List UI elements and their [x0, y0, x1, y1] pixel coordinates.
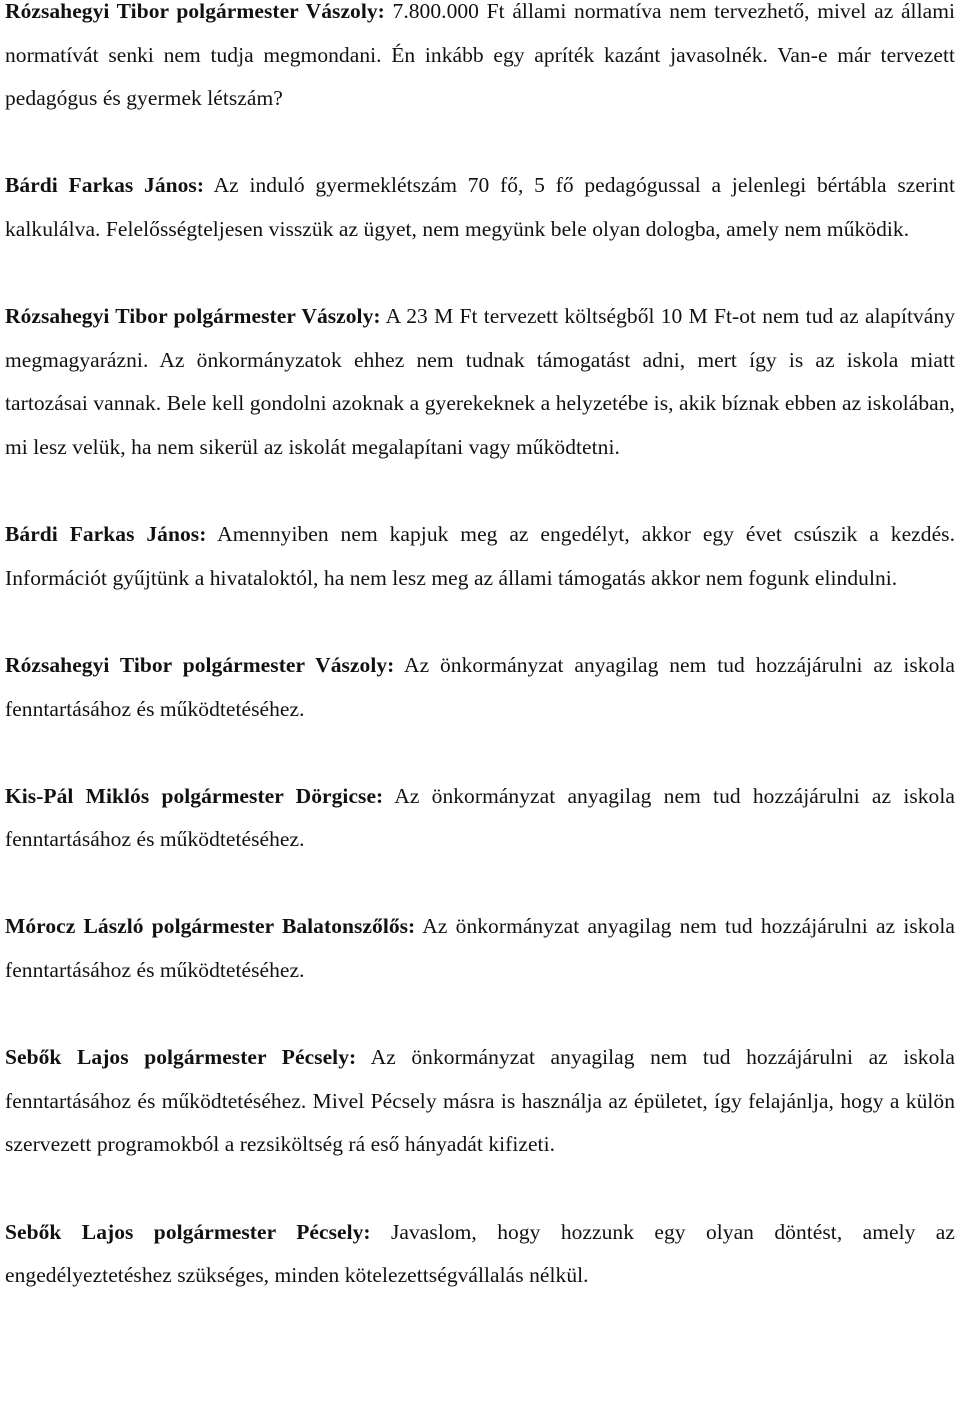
paragraph-4	[5, 513, 955, 600]
paragraph-9	[5, 1211, 955, 1298]
paragraph-text: Amennyiben nem kapjuk meg az engedélyt, akkor egy évet csúszik a kezdés. Információt gyűjtünk a hivataloktól, ha nem lesz meg az állami támogatás akkor nem fogunk elindulni.	[5, 522, 956, 590]
paragraph-1	[5, 0, 955, 121]
speaker-name: Rózsahegyi Tibor polgármester Vászoly:	[5, 304, 381, 329]
document-page	[5, 0, 955, 1341]
speaker-name: Rózsahegyi Tibor polgármester Vászoly:	[5, 0, 385, 23]
paragraph-text: A 23 M Ft tervezett költségből 10 M Ft-ot nem tud az alapítvány megmagyarázni. Az önkormányzatok ehhez nem tudnak támogatást adni, mert így is az iskola miatt tartozásai vannak. Bele kell gondolni azoknak a gyerekeknek a helyzetébe is, akik bíznak ebben az iskolában, mi lesz velük, ha nem sikerül az iskolát megalapítani vagy működtetni.	[5, 304, 955, 459]
paragraph-text: Javaslom, hogy hozzunk egy olyan döntést, amely az engedélyeztetéshez szükséges, minden kötelezettségvállalás nélkül.	[5, 1219, 955, 1288]
paragraph-text: Az önkormányzat anyagilag nem tud hozzájárulni az iskola fenntartásához és működtetéséhez.	[5, 783, 955, 852]
paragraph-2	[5, 164, 955, 251]
paragraph-text: 7.800.000 Ft állami normatíva nem tervezhető, mivel az állami normatívát senki nem tudja megmondani. Én inkább egy apríték kazánt javasolnék. Van-e már tervezett pedagógus és gyermek létszám?	[5, 0, 955, 111]
speaker-name: Kis-Pál Miklós polgármester Dörgicse:	[5, 783, 384, 808]
paragraph-5	[5, 644, 955, 731]
paragraph-3	[5, 295, 955, 469]
paragraph-text: Az önkormányzat anyagilag nem tud hozzájárulni az iskola fenntartásához és működtetéséhez.	[5, 652, 955, 721]
paragraph-6	[5, 775, 955, 862]
paragraph-text: Az önkormányzat anyagilag nem tud hozzájárulni az iskola fenntartásához és működtetéséhez. Mivel Pécsely másra is használja az épületet, így felajánlja, hogy a külön szervezett programokból a rezsiköltség rá eső hányadát kifizeti.	[5, 1045, 955, 1157]
paragraph-7	[5, 905, 955, 992]
paragraph-text: Az önkormányzat anyagilag nem tud hozzájárulni az iskola fenntartásához és működtetéséhez.	[5, 914, 955, 983]
speaker-name: Sebők Lajos polgármester Pécsely:	[5, 1045, 357, 1070]
speaker-name: Mórocz László polgármester Balatonszőlős:	[5, 914, 416, 939]
speaker-name: Rózsahegyi Tibor polgármester Vászoly:	[5, 652, 395, 677]
paragraph-text: Az induló gyermeklétszám 70 fő, 5 fő pedagógussal a jelenlegi bértábla szerint kalkulálva. Felelősségteljesen visszük az ügyet, nem megyünk bele olyan dologba, amely nem működik.	[5, 173, 955, 241]
paragraph-8	[5, 1036, 955, 1167]
speaker-name: Bárdi Farkas János:	[5, 522, 207, 547]
speaker-name: Sebők Lajos polgármester Pécsely:	[5, 1219, 371, 1244]
speaker-name: Bárdi Farkas János:	[5, 173, 205, 198]
